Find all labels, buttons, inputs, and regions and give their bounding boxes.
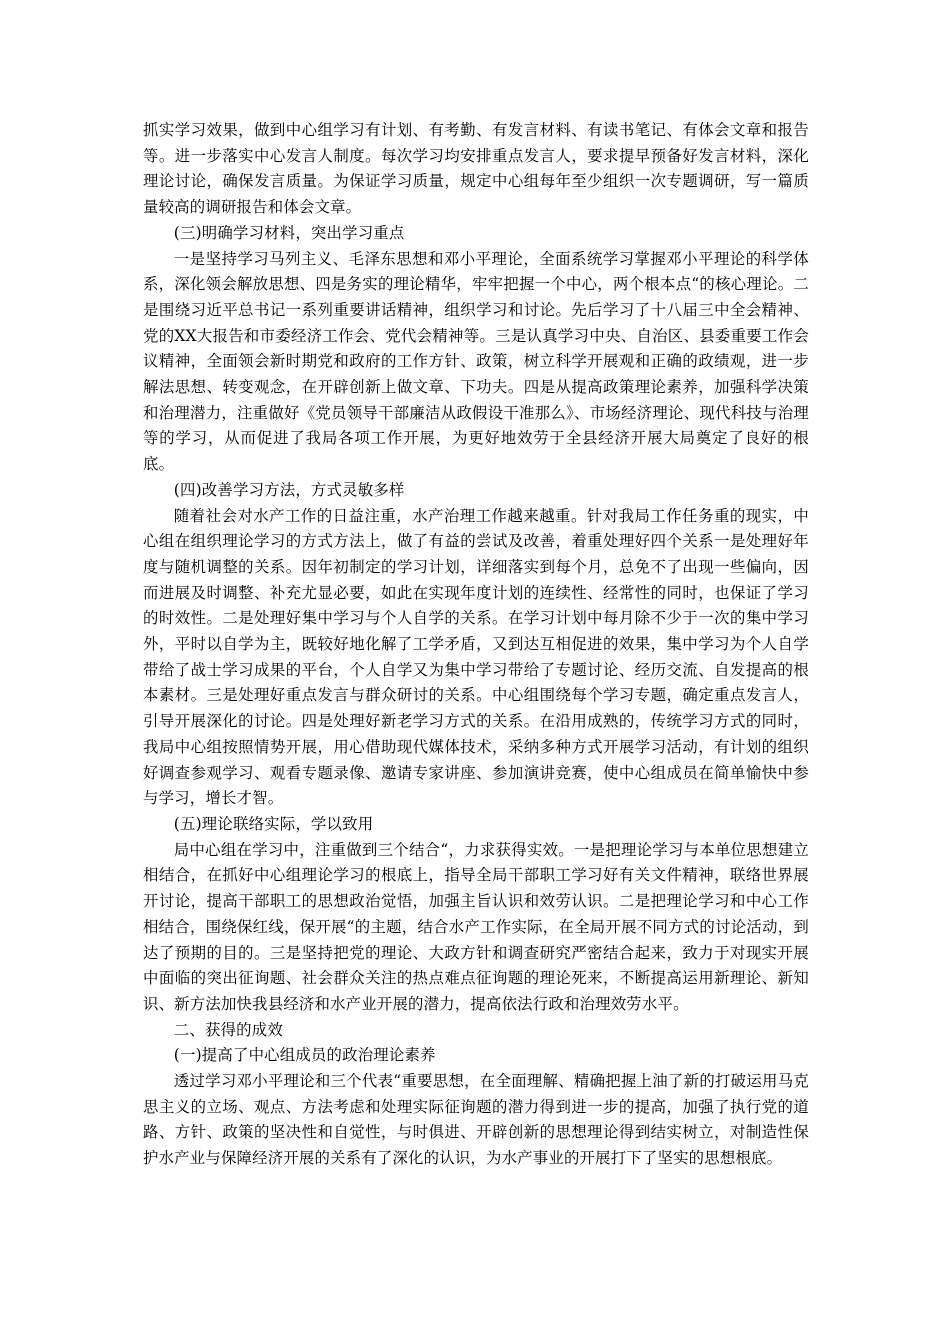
section-heading: (三)明确学习材料，突出学习重点 xyxy=(173,223,405,242)
section-heading: (四)改善学习方法，方式灵敏多样 xyxy=(173,480,405,499)
paragraph-body: 一是坚持学习马列主义、毛泽东思想和邓小平理论，全面系统学习掌握邓小平理论的科学体系，深化领会解放思想、四是务实的理论精华，牢牢把握一个中心，两个根本点“的核心理论。二是围绕习近平总书记一系列重要讲话精神，组织学习和讨论。先后学习了十八届三中全会精神、党的XX大报告和市委经济工作会、党代会精神等。三是认真学习中央、自治区、县委重要工作会议精神，全面领会新时期党和政府的工作方针、政策，树立科学开展观和正确的政绩观，进一步解法思想、转变观念，在开辟创新上做文章、下功夫。四是从提高政策理论素养，加强科学决策和治理潜力，注重做好《党员领导干部廉洁从政假设干准那么》、市场经济理论、现代科技与治理等的学习，从而促进了我局各项工作开展，为更好地效劳于全县经济开展大局奠定了良好的根底。 xyxy=(143,249,809,474)
section-heading: (五)理论联络实际，学以致用 xyxy=(173,814,374,833)
paragraph-body: 透过学习邓小平理论和三个代表“重要思想，在全面理解、精确把握上油了新的打破运用马克思主义的立场、观点、方法考虑和处理实际征询题的潜力得到进一步的提高，加强了执行党的道路、方针、政策的坚决性和自觉性，与时俱进、开辟创新的思想理论得到结实树立，对制造性保护水产业与保障经济开展的关系有了深化的认识，为水产事业的开展打下了坚实的思想根底。 xyxy=(143,1072,809,1168)
document-body xyxy=(143,118,809,1172)
paragraph-body: 抓实学习效果，做到中心组学习有计划、有考勤、有发言材料、有读书笔记、有体会文章和报告等。进一步落实中心发言人制度。每次学习均安排重点发言人，要求提早预备好发言材料，深化理论讨论，确保发言质量。为保证学习质量，规定中心组每年至少组织一次专题调研，写一篇质量较高的调研报告和体会文章。 xyxy=(143,121,809,217)
section-heading: (一)提高了中心组成员的政治理论素养 xyxy=(173,1046,436,1065)
chapter-heading: 二、获得的成效 xyxy=(173,1020,283,1039)
paragraph-body: 随着社会对水产工作的日益注重，水产治理工作越来越重。针对我局工作任务重的现实，中心组在组织理论学习的方式方法上，做了有益的尝试及改善，着重处理好四个关系一是处理好年度与随机调整的关系。因年初制定的学习计划，详细落实到每个月，总免不了出现一些偏向，因而进展及时调整、补充尤显必要，如此在实现年度计划的连续性、经常性的同时，也保证了学习的时效性。二是处理好集中学习与个人自学的关系。在学习计划中每月除不少于一次的集中学习外，平时以自学为主，既较好地化解了工学矛盾，又到达互相促进的效果，集中学习为个人自学带给了战士学习成果的平台，个人自学又为集中学习带给了专题讨论、经历交流、自发提高的根本素材。三是处理好重点发言与群众研讨的关系。中心组围绕每个学习专题，确定重点发言人，引导开展深化的讨论。四是处理好新老学习方式的关系。在沿用成熟的，传统学习方式的同时，我局中心组按照情势开展，用心借助现代媒体技术，采纳多种方式开展学习活动，有计划的组织好调查参观学习、观看专题录像、邀请专家讲座、参加演讲竞赛，使中心组成员在简单愉快中参与学习，增长才智。 xyxy=(143,506,809,808)
paragraph-body: 局中心组在学习中，注重做到三个结合“，力求获得实效。一是把理论学习与本单位思想建立相结合，在抓好中心组理论学习的根底上，指导全局干部职工学习好有关文件精神，联络世界展开讨论，提高干部职工的思想政治觉悟，加强主旨认识和效劳认识。二是把理论学习和中心工作相结合，围绕保红线，保开展“的主题，结合水产工作实际，在全局开展不同方式的讨论活动，到达了预期的目的。三是坚持把党的理论、大政方针和调查研究严密结合起来，致力于对现实开展中面临的突出征询题、社会群众关注的热点难点征询题的理论死来，不断提高运用新理论、新知识、新方法加快我县经济和水产业开展的潜力，提高依法行政和治理效劳水平。 xyxy=(143,840,809,1013)
